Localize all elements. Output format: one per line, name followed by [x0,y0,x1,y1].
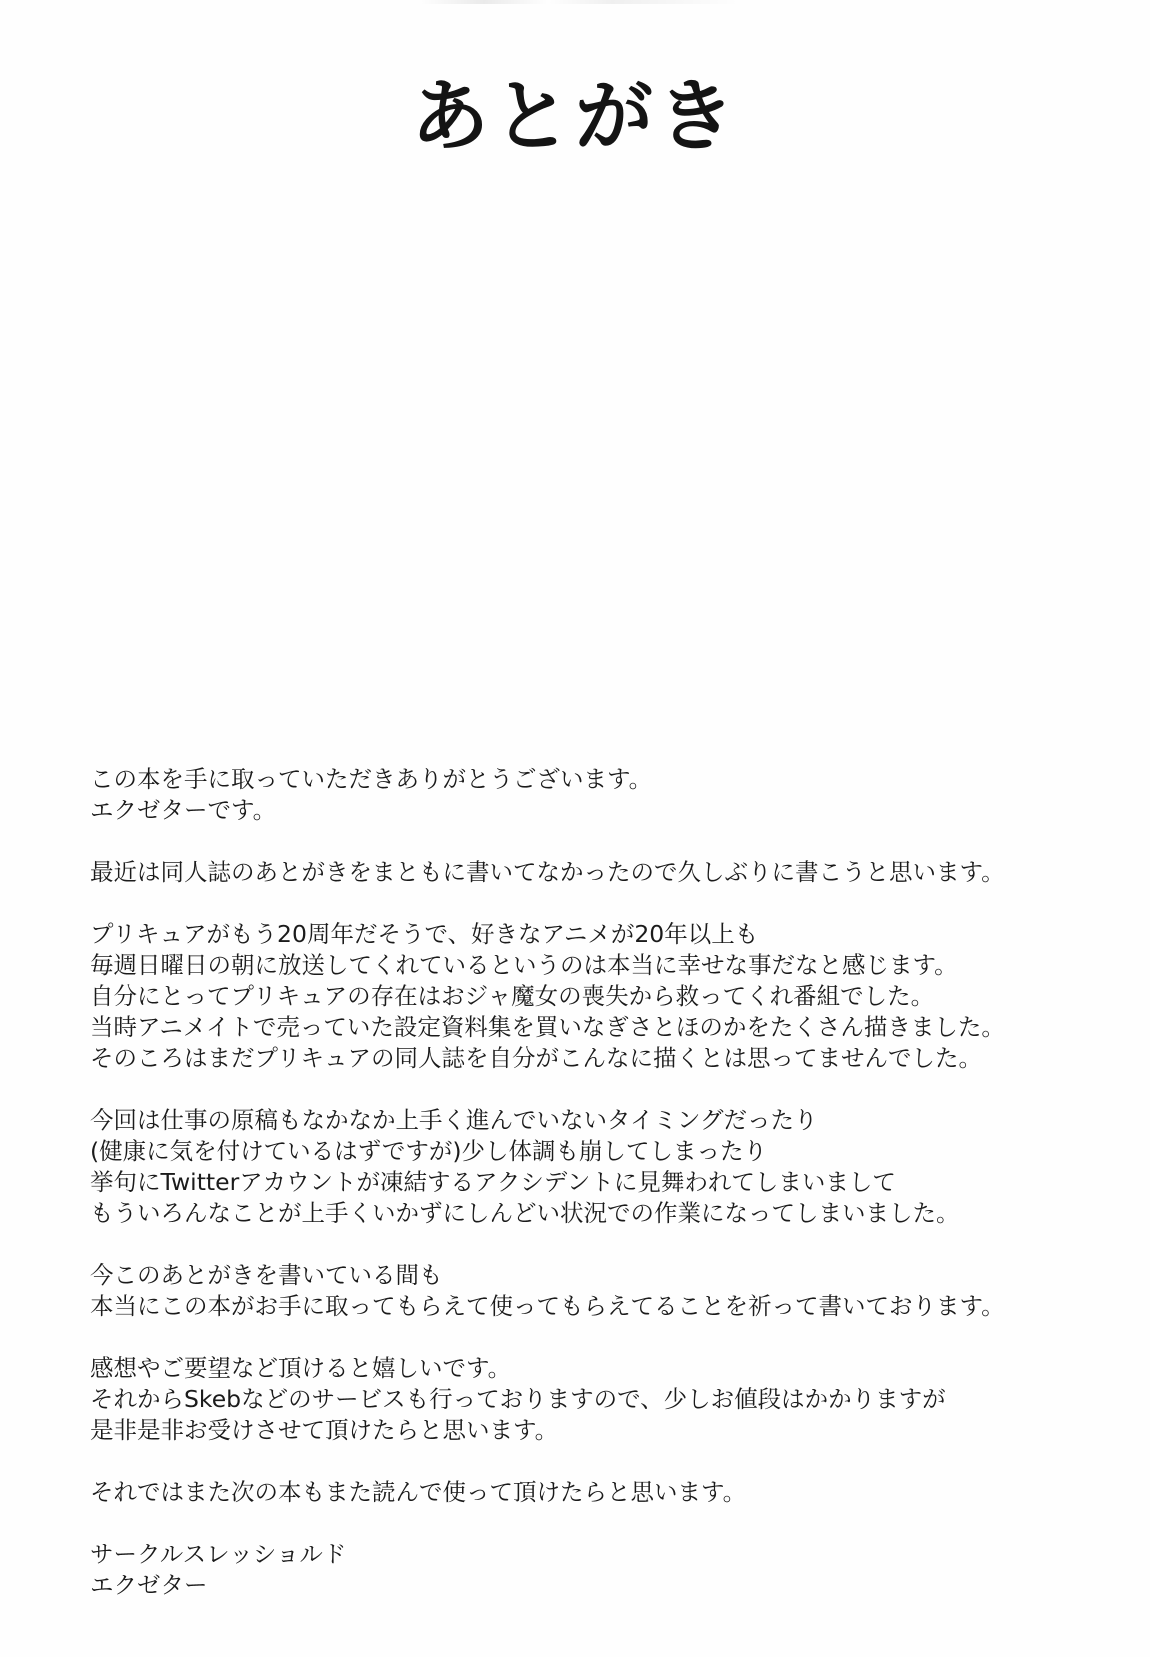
text-line: もういろんなことが上手くいかずにしんどい状況での作業になってしまいました。 [90,1199,960,1227]
paragraph-gap [90,1446,1100,1477]
text-line: 感想やご要望など頂けると嬉しいです。 [90,1354,512,1382]
text-line: 最近は同人誌のあとがきをまともに書いてなかったので久しぶりに書こうと思います。 [90,858,1005,886]
text-line: 当時アニメイトで売っていた設定資料集を買いなぎさとほのかをたくさん描きました。 [90,1013,1005,1041]
scan-specks [420,0,740,4]
text-line: 今このあとがきを書いている間も [90,1261,443,1289]
text-line: 今回は仕事の原稿もなかなか上手く進んでいないタイミングだったり [90,1106,818,1134]
text-line: この本を手に取っていただきありがとうございます。 [90,765,653,793]
text-line: 本当にこの本がお手に取ってもらえて使ってもらえてることを祈って書いております。 [90,1292,1005,1320]
text-line: 自分にとってプリキュアの存在はおジャ魔女の喪失から救ってくれ番組でした。 [90,982,935,1010]
text-line: 是非是非お受けさせて頂けたらと思います。 [90,1416,559,1444]
text-line: 挙句にTwitterアカウントが凍結するアクシデントに見舞われてしまいまして [90,1168,896,1196]
text-line: それからSkebなどのサービスも行っておりますので、少しお値段はかかりますが [90,1385,946,1413]
paragraph-gap [90,1074,1100,1105]
text-line: そのころはまだプリキュアの同人誌を自分がこんなに描くとは思ってませんでした。 [90,1044,983,1072]
paragraph-gap [90,1229,1100,1260]
text-line: 毎週日曜日の朝に放送してくれているというのは本当に幸せな事だなと感じます。 [90,951,958,979]
afterword-body [90,764,1100,1601]
paragraph-gap [90,1508,1100,1539]
paragraph-gap [90,826,1100,857]
page-title: あとがき [410,72,739,162]
text-line: プリキュアがもう20周年だそうで、好きなアニメが20年以上も [90,920,759,948]
circle-name: サークルスレッショルド [90,1540,347,1568]
text-line: エクゼターです。 [90,796,277,824]
text-line: それではまた次の本もまた読んで使って頂けたらと思います。 [90,1478,747,1506]
text-line: (健康に気を付けているはずですが)少し体調も崩してしまったり [90,1137,768,1165]
paragraph-gap [90,888,1100,919]
paragraph-gap [90,1322,1100,1353]
author-name: エクゼター [90,1571,208,1599]
